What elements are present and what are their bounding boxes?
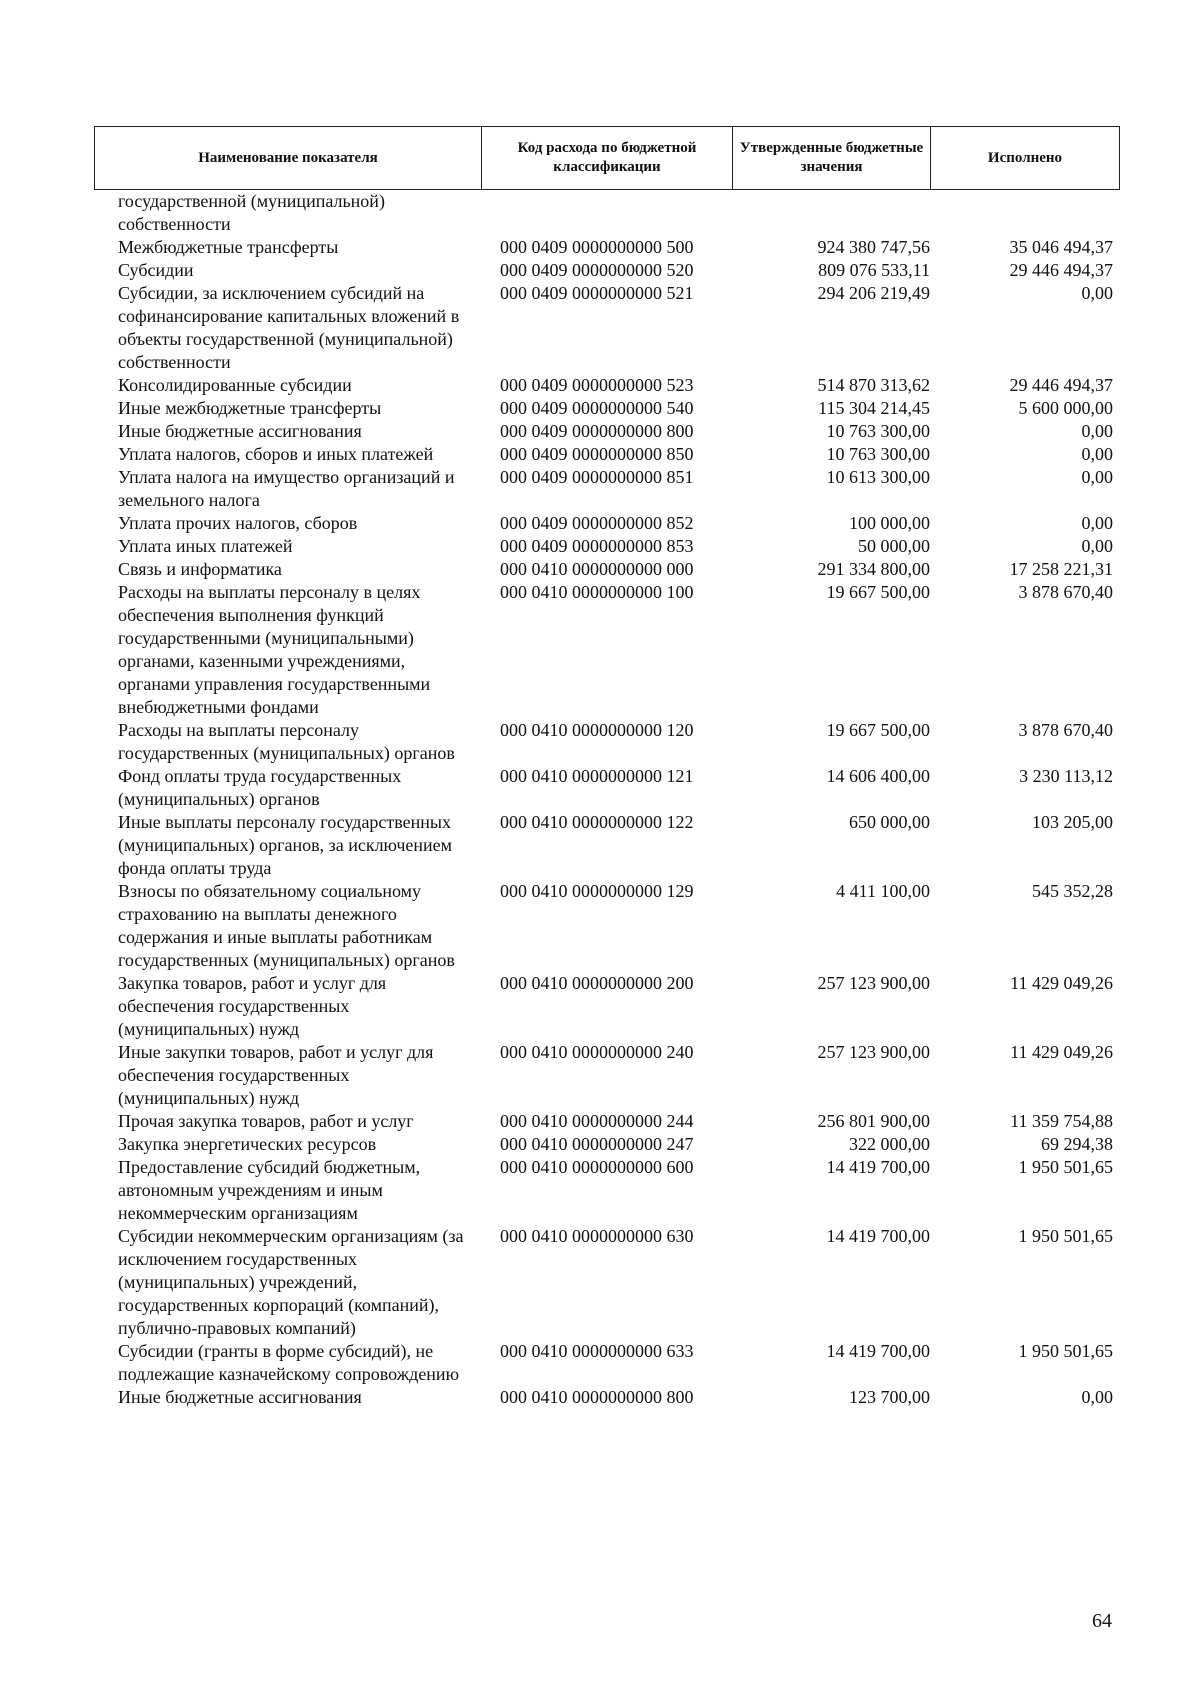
row-name: Консолидированные субсидии [118,375,352,395]
row-code: 000 0410 0000000000 120 [500,720,694,740]
row-approved: 14 606 400,00 [826,766,930,786]
row-name: Иные бюджетные ассигнования [118,1387,362,1407]
table-row [0,1110,1200,1133]
row-executed: 1 950 501,65 [1018,1226,1113,1246]
row-name: Связь и информатика [118,559,282,579]
row-name: Прочая закупка товаров, работ и услуг [118,1111,414,1131]
row-approved: 19 667 500,00 [826,582,930,602]
row-approved: 14 419 700,00 [826,1226,930,1246]
row-approved: 50 000,00 [858,536,930,556]
row-name: Иные выплаты персоналу государственных (муниципальных) органов, за исключением фонда оплаты труда [118,812,453,878]
row-name: Субсидии, за исключением субсидий на софинансирование капитальных вложений в объекты государственной (муниципальной) собственности [118,283,460,372]
row-code: 000 0409 0000000000 850 [500,444,694,464]
table-row [0,535,1200,558]
row-executed: 35 046 494,37 [1009,237,1113,257]
row-executed: 3 230 113,12 [1019,766,1113,786]
table-row [0,259,1200,282]
row-approved: 14 419 700,00 [826,1341,930,1361]
row-approved: 650 000,00 [849,812,930,832]
row-approved: 257 123 900,00 [817,1042,930,1062]
header-approved: Утвержденные бюджетные значения [733,127,931,189]
row-name: Уплата иных платежей [118,536,293,556]
table-row [0,719,1200,765]
row-code: 000 0410 0000000000 630 [500,1226,694,1246]
table-row [0,972,1200,1041]
table-row [0,397,1200,420]
row-code: 000 0410 0000000000 244 [500,1111,694,1131]
row-name: Субсидии [118,260,194,280]
row-name: Уплата налога на имущество организаций и земельного налога [118,467,455,510]
row-name: Уплата налогов, сборов и иных платежей [118,444,434,464]
row-approved: 10 763 300,00 [826,444,930,464]
row-name: Уплата прочих налогов, сборов [118,513,358,533]
row-executed: 29 446 494,37 [1009,375,1113,395]
row-approved: 256 801 900,00 [817,1111,930,1131]
row-name: Закупка товаров, работ и услуг для обеспечения государственных (муниципальных) нужд [118,973,387,1039]
row-approved: 10 763 300,00 [826,421,930,441]
row-executed: 11 429 049,26 [1010,973,1113,993]
table-row [0,420,1200,443]
row-name: Иные бюджетные ассигнования [118,421,362,441]
table-row [0,1340,1200,1386]
row-code: 000 0409 0000000000 851 [500,467,694,487]
table-row [0,1225,1200,1340]
row-name: Субсидии некоммерческим организациям (за исключением государственных (муниципальных) учреждений, государственных корпораций (компаний), публично-правовых компаний) [118,1226,464,1338]
row-name: Предоставление субсидий бюджетным, автономным учреждениям и иным некоммерческим организациям [118,1157,421,1223]
row-executed: 11 429 049,26 [1010,1042,1113,1062]
row-executed: 0,00 [1081,513,1113,533]
table-row [0,1041,1200,1110]
row-approved: 123 700,00 [849,1387,930,1407]
row-approved: 322 000,00 [849,1134,930,1154]
row-approved: 514 870 313,62 [817,375,930,395]
row-executed: 5 600 000,00 [1018,398,1113,418]
row-executed: 0,00 [1081,536,1113,556]
header-code: Код расхода по бюджетной классификации [482,127,733,189]
row-code: 000 0409 0000000000 521 [500,283,694,303]
row-code: 000 0409 0000000000 523 [500,375,694,395]
table-header [94,126,1120,190]
row-code: 000 0409 0000000000 852 [500,513,694,533]
row-approved: 10 613 300,00 [826,467,930,487]
row-code: 000 0410 0000000000 800 [500,1387,694,1407]
row-executed: 103 205,00 [1032,812,1113,832]
row-approved: 924 380 747,56 [817,237,930,257]
row-executed: 545 352,28 [1032,881,1113,901]
row-approved: 100 000,00 [849,513,930,533]
row-approved: 809 076 533,11 [818,260,930,280]
row-executed: 3 878 670,40 [1018,720,1113,740]
table-row [0,1156,1200,1225]
row-approved: 14 419 700,00 [826,1157,930,1177]
row-code: 000 0409 0000000000 800 [500,421,694,441]
row-executed: 11 359 754,88 [1010,1111,1113,1131]
table-body [0,190,1200,1409]
row-code: 000 0410 0000000000 247 [500,1134,694,1154]
row-code: 000 0410 0000000000 122 [500,812,694,832]
table-row [0,880,1200,972]
row-executed: 69 294,38 [1041,1134,1113,1154]
table-row [0,581,1200,719]
row-name: Иные межбюджетные трансферты [118,398,382,418]
table-row [0,466,1200,512]
row-approved: 115 304 214,45 [818,398,930,418]
row-name: Расходы на выплаты персоналу государственных (муниципальных) органов [118,720,455,763]
row-name: Расходы на выплаты персоналу в целях обеспечения выполнения функций государственными (муниципальными) органами, казенными учреждениями, органами управления государственными внебюджетными фондами [118,582,431,717]
table-row [0,512,1200,535]
row-name: Субсидии (гранты в форме субсидий), не подлежащие казначейскому сопровождению [118,1341,460,1384]
row-code: 000 0410 0000000000 240 [500,1042,694,1062]
row-code: 000 0409 0000000000 500 [500,237,694,257]
row-code: 000 0409 0000000000 540 [500,398,694,418]
row-approved: 257 123 900,00 [817,973,930,993]
table-row [0,282,1200,374]
row-approved: 291 334 800,00 [817,559,930,579]
header-executed: Исполнено [987,149,1063,166]
table-row [0,811,1200,880]
row-name: Закупка энергетических ресурсов [118,1134,377,1154]
table-row [0,443,1200,466]
row-name: Фонд оплаты труда государственных (муниципальных) органов [118,766,402,809]
row-executed: 29 446 494,37 [1009,260,1113,280]
row-executed: 0,00 [1081,467,1113,487]
row-executed: 0,00 [1081,1387,1113,1407]
row-approved: 294 206 219,49 [817,283,930,303]
table-row [0,1133,1200,1156]
row-approved: 19 667 500,00 [826,720,930,740]
table-row [0,1386,1200,1409]
row-executed: 1 950 501,65 [1018,1157,1113,1177]
table-row [0,374,1200,397]
row-code: 000 0410 0000000000 200 [500,973,694,993]
page-number: 64 [1092,1610,1112,1632]
row-name: Иные закупки товаров, работ и услуг для обеспечения государственных (муниципальных) нужд [118,1042,434,1108]
row-code: 000 0410 0000000000 121 [500,766,694,786]
row-code: 000 0410 0000000000 633 [500,1341,694,1361]
header-name: Наименование показателя [95,127,482,189]
table-row [0,558,1200,581]
row-code: 000 0410 0000000000 600 [500,1157,694,1177]
row-name: государственной (муниципальной) собственности [118,191,385,234]
row-name: Межбюджетные трансферты [118,237,339,257]
row-name: Взносы по обязательному социальному страхованию на выплаты денежного содержания и иные выплаты работникам государственных (муниципальных) органов [118,881,455,970]
row-code: 000 0410 0000000000 000 [500,559,694,579]
row-approved: 4 411 100,00 [836,881,930,901]
row-executed: 0,00 [1081,444,1113,464]
row-executed: 0,00 [1081,421,1113,441]
row-executed: 0,00 [1081,283,1113,303]
row-code: 000 0409 0000000000 520 [500,260,694,280]
table-row [0,190,1200,236]
row-code: 000 0410 0000000000 100 [500,582,694,602]
table-row [0,765,1200,811]
table-row [0,236,1200,259]
row-executed: 3 878 670,40 [1018,582,1113,602]
row-code: 000 0410 0000000000 129 [500,881,694,901]
row-code: 000 0409 0000000000 853 [500,536,694,556]
row-executed: 1 950 501,65 [1018,1341,1113,1361]
row-executed: 17 258 221,31 [1009,559,1113,579]
